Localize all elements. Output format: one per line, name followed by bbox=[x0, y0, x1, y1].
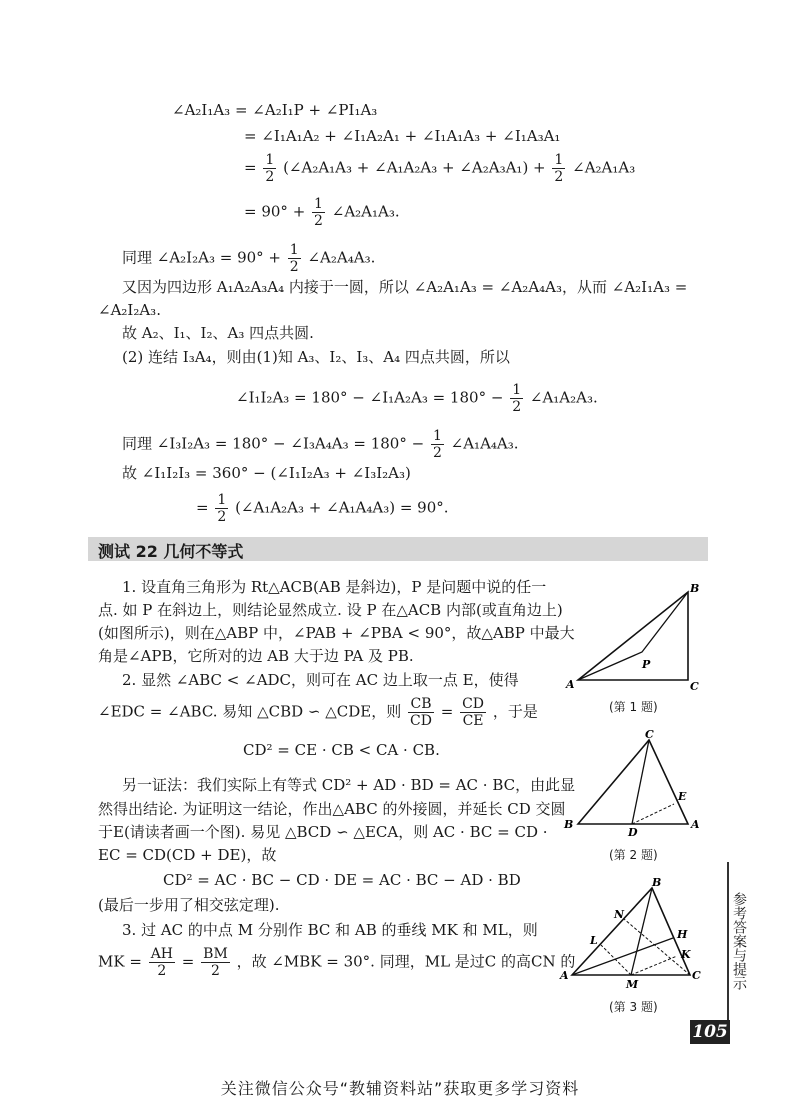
fig1-label-a: A bbox=[566, 678, 575, 691]
eq-line-1: ∠A₂I₁A₃ = ∠A₂I₁P + ∠PI₁A₃ bbox=[172, 101, 378, 119]
frac-num: 1 bbox=[512, 382, 522, 398]
text-line-8: 故 A₂、I₁、I₂、A₃ 四点共圆. bbox=[122, 324, 314, 342]
segment-bm bbox=[631, 888, 652, 975]
frac-den: 2 bbox=[157, 963, 167, 979]
p2-l2-end: ，于是 bbox=[492, 702, 538, 721]
fig2-label-c: C bbox=[645, 728, 654, 741]
text-line-6: 又因为四边形 A₁A₂A₃A₄ 内接于一圆，所以 ∠A₂A₁A₃ = ∠A₂A₄A₃，从而 ∠A₂I₁A₃ = bbox=[122, 278, 688, 296]
eq-line-2: = ∠I₁A₁A₂ + ∠I₁A₂A₁ + ∠I₁A₁A₃ + ∠I₁A₃A₁ bbox=[244, 127, 561, 145]
section-title: 测试 22 几何不等式 bbox=[98, 542, 244, 561]
eq-line-4 bbox=[244, 196, 400, 229]
fig3-label-c: C bbox=[692, 969, 701, 982]
frac-den: 2 bbox=[432, 445, 442, 461]
page-number: 105 bbox=[690, 1020, 730, 1044]
p3-l2-end: ，故 ∠MBK = 30°. 同理，ML 是过C 的高CN 的 bbox=[236, 952, 576, 971]
fig3-label-m: M bbox=[626, 978, 639, 991]
l11-prefix: 同理 ∠I₃I₂A₃ = 180° − ∠I₃A₄A₃ = 180° − bbox=[122, 434, 425, 453]
text-line-11 bbox=[122, 428, 519, 461]
segment-cd bbox=[632, 740, 649, 824]
eq13-end: (∠A₁A₂A₃ + ∠A₁A₄A₃) = 90°. bbox=[235, 498, 449, 517]
segment-ml bbox=[601, 945, 631, 975]
figure-1-caption: (第 1 题) bbox=[609, 700, 658, 714]
frac-den: 2 bbox=[211, 963, 220, 979]
equals-sign: = bbox=[440, 702, 454, 721]
figure-3-caption: (第 3 题) bbox=[609, 1000, 658, 1014]
frac-num: CB bbox=[408, 696, 434, 713]
frac-den: 2 bbox=[265, 169, 275, 185]
text-line-12: 故 ∠I₁I₂I₃ = 360° − (∠I₁I₂A₃ + ∠I₃I₂A₃) bbox=[122, 464, 411, 482]
frac-den: 2 bbox=[554, 169, 564, 185]
eq3-end: ∠A₂A₁A₃ bbox=[572, 158, 636, 177]
fig1-label-p: P bbox=[642, 658, 651, 671]
eq10-prefix: ∠I₁I₂A₃ = 180° − ∠I₁A₂A₃ = 180° − bbox=[236, 388, 504, 407]
segment-de bbox=[632, 804, 674, 824]
triangle-acb bbox=[578, 592, 688, 680]
figure-3 bbox=[560, 876, 710, 991]
p2-eq-2: CD² = AC · BC − CD · DE = AC · BC − AD · BD bbox=[163, 871, 521, 889]
p1-line-3: (如图所示)，则在△ABP 中，∠PAB + ∠PBA < 90°，故△ABP 中最大 bbox=[98, 624, 575, 642]
eq13-prefix: = bbox=[196, 498, 209, 517]
l11-end: ∠A₁A₄A₃. bbox=[450, 434, 519, 453]
half-fraction bbox=[288, 242, 301, 275]
fig3-label-a: A bbox=[560, 969, 569, 982]
fig3-label-n: N bbox=[614, 908, 625, 921]
fraction-ah-2 bbox=[149, 946, 175, 979]
frac-num: AH bbox=[150, 946, 174, 962]
half-fraction bbox=[312, 196, 325, 229]
l5-prefix: 同理 ∠A₂I₂A₃ = 90° + bbox=[122, 248, 281, 267]
fig1-label-b: B bbox=[690, 582, 700, 595]
half-fraction bbox=[431, 428, 444, 461]
fig2-label-b: B bbox=[564, 818, 574, 831]
p2-line-1: 2. 显然 ∠ABC < ∠ADC，则可在 AC 边上取一点 E，使得 bbox=[122, 671, 519, 689]
fig3-label-l: L bbox=[590, 934, 598, 947]
fig2-label-e: E bbox=[678, 790, 687, 803]
half-fraction bbox=[215, 492, 228, 525]
fig2-label-d: D bbox=[628, 826, 638, 839]
frac-num: 1 bbox=[314, 196, 323, 212]
p3-line-1: 3. 过 AC 的中点 M 分别作 BC 和 AB 的垂线 MK 和 ML，则 bbox=[122, 921, 538, 939]
half-fraction bbox=[510, 382, 523, 415]
triangle-abc bbox=[572, 888, 690, 975]
frac-den: 2 bbox=[217, 509, 227, 525]
fig3-label-k: K bbox=[681, 948, 691, 961]
figure-2-caption: (第 2 题) bbox=[609, 848, 658, 862]
eq-line-10 bbox=[236, 382, 598, 415]
p1-line-2: 点. 如 P 在斜边上，则结论显然成立. 设 P 在△ACB 内部(或直角边上) bbox=[98, 601, 563, 619]
eq10-end: ∠A₁A₂A₃. bbox=[529, 388, 598, 407]
frac-den: CD bbox=[410, 713, 432, 729]
p2-line-7: (最后一步用了相交弦定理). bbox=[98, 896, 280, 914]
text-line-7: ∠A₂I₂A₃. bbox=[98, 301, 161, 319]
p2-line-3: 另一证法：我们实际上有等式 CD² + AD · BD = AC · BC，由此显 bbox=[122, 776, 576, 794]
fig2-label-a: A bbox=[691, 818, 700, 831]
fig1-label-c: C bbox=[690, 680, 699, 693]
frac-num: 1 bbox=[217, 492, 227, 508]
p2-line-4: 然得出结论. 为证明这一结论，作出△ABC 的外接圆，并延长 CD 交圆 bbox=[98, 800, 566, 818]
fraction-cb-cd bbox=[408, 696, 434, 729]
figure-2 bbox=[560, 728, 710, 838]
p2-line-5: 于E(请读者画一个图). 易见 △BCD ∽ △ECA，则 AC · BC = CD · bbox=[98, 823, 548, 841]
half-fraction bbox=[263, 152, 276, 185]
segment-ah bbox=[572, 938, 673, 975]
frac-num: 1 bbox=[265, 152, 275, 168]
p2-line-2 bbox=[98, 696, 538, 729]
text-line-9: (2) 连结 I₃A₄，则由(1)知 A₃、I₂、I₃、A₄ 四点共圆，所以 bbox=[122, 348, 510, 366]
frac-num: 1 bbox=[432, 428, 442, 444]
frac-num: CD bbox=[462, 696, 485, 712]
frac-num: 1 bbox=[289, 242, 299, 258]
p1-line-1: 1. 设直角三角形为 Rt△ACB(AB 是斜边)，P 是问题中说的任一 bbox=[122, 578, 547, 596]
figure-1 bbox=[560, 580, 710, 695]
fig3-label-b: B bbox=[652, 876, 662, 889]
eq3-mid: (∠A₂A₁A₃ + ∠A₁A₂A₃ + ∠A₂A₃A₁) + bbox=[283, 158, 546, 177]
eq4-prefix: = 90° + bbox=[244, 202, 306, 221]
fraction-bm-2 bbox=[201, 946, 230, 979]
frac-num: BM bbox=[203, 946, 228, 962]
l5-end: ∠A₂A₄A₃. bbox=[307, 248, 376, 267]
equals-sign: = bbox=[181, 952, 195, 971]
frac-den: 2 bbox=[289, 259, 299, 275]
sidebar-label: 参考答案与提示 bbox=[731, 892, 747, 990]
fig3-label-h: H bbox=[677, 928, 688, 941]
p2-line-6: EC = CD(CD + DE)，故 bbox=[98, 846, 277, 864]
fraction-cd-ce bbox=[460, 696, 486, 729]
text-line-5 bbox=[122, 242, 375, 275]
eq-line-3 bbox=[244, 152, 635, 185]
p1-line-4: 角是∠APB，它所对的边 AB 大于边 PA 及 PB. bbox=[98, 647, 414, 665]
triangle-abc bbox=[578, 740, 688, 824]
segment-mk bbox=[631, 956, 677, 975]
p3-l2-prefix: MK = bbox=[98, 952, 142, 971]
p2-eq-1: CD² = CE · CB < CA · CB. bbox=[243, 741, 440, 759]
frac-num: 1 bbox=[554, 152, 564, 168]
frac-den: 2 bbox=[512, 399, 522, 415]
p2-l2-prefix: ∠EDC = ∠ABC. 易知 △CBD ∽ △CDE，则 bbox=[98, 702, 402, 721]
footer-note: 关注微信公众号“教辅资料站”获取更多学习资料 bbox=[220, 1079, 580, 1098]
eq-line-13 bbox=[196, 492, 449, 525]
frac-den: CE bbox=[462, 713, 484, 729]
half-fraction bbox=[552, 152, 565, 185]
p3-line-2 bbox=[98, 946, 575, 979]
eq3-prefix: = bbox=[244, 158, 257, 177]
eq4-end: ∠A₂A₁A₃. bbox=[331, 202, 400, 221]
frac-den: 2 bbox=[314, 213, 323, 229]
